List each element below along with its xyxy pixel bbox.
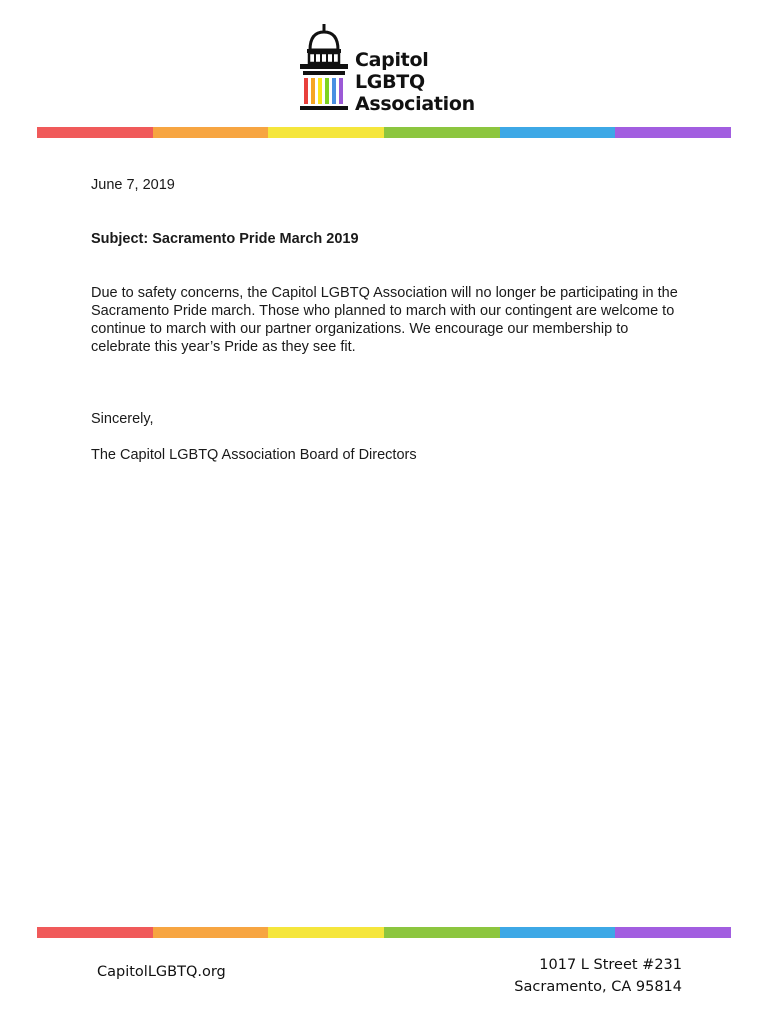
stripe-segment-5 (500, 127, 616, 138)
logo-line-lgbtq: LGBTQ (355, 71, 425, 93)
stripe-segment-6 (615, 127, 731, 138)
stripe-segment-4 (384, 927, 500, 938)
stripe-segment-2 (153, 927, 269, 938)
letter-subject: Subject: Sacramento Pride March 2019 (91, 231, 359, 247)
logo-pillar (339, 78, 343, 104)
rainbow-stripe-top (37, 127, 731, 138)
logo-pillar (318, 78, 322, 104)
stripe-segment-3 (268, 927, 384, 938)
stripe-segment-2 (153, 127, 269, 138)
rainbow-stripe-bottom (37, 927, 731, 938)
stripe-segment-1 (37, 127, 153, 138)
letter-date: June 7, 2019 (91, 177, 175, 193)
letter-signature: The Capitol LGBTQ Association Board of Directors (91, 447, 417, 463)
stripe-segment-6 (615, 927, 731, 938)
capitol-dome-icon (298, 22, 354, 112)
letter-body (91, 176, 691, 464)
letter-closing: Sincerely, (91, 411, 154, 427)
logo-pillar (311, 78, 315, 104)
logo-pillar (325, 78, 329, 104)
logo-line-association: Association (355, 93, 475, 115)
footer-address (514, 954, 682, 998)
stripe-segment-5 (500, 927, 616, 938)
footer-address-line2: Sacramento, CA 95814 (514, 979, 682, 995)
logo-pillar (304, 78, 308, 104)
stripe-segment-3 (268, 127, 384, 138)
stripe-segment-4 (384, 127, 500, 138)
logo-pillar (332, 78, 336, 104)
letter-paragraph: Due to safety concerns, the Capitol LGBTQ Association will no longer be participating in the Sacramento Pride march. Those who planned to march with our contingent are welcome to continue to march with our partner organizations. We encourage our membership to celebrate this year’s Pride as they see fit. (91, 285, 678, 355)
logo-line-capitol: Capitol (355, 49, 429, 71)
logo-wordmark (355, 49, 475, 115)
stripe-segment-1 (37, 927, 153, 938)
footer-address-line1: 1017 L Street #231 (539, 957, 682, 973)
footer-website: CapitolLGBTQ.org (97, 964, 226, 980)
association-logo (298, 22, 488, 114)
